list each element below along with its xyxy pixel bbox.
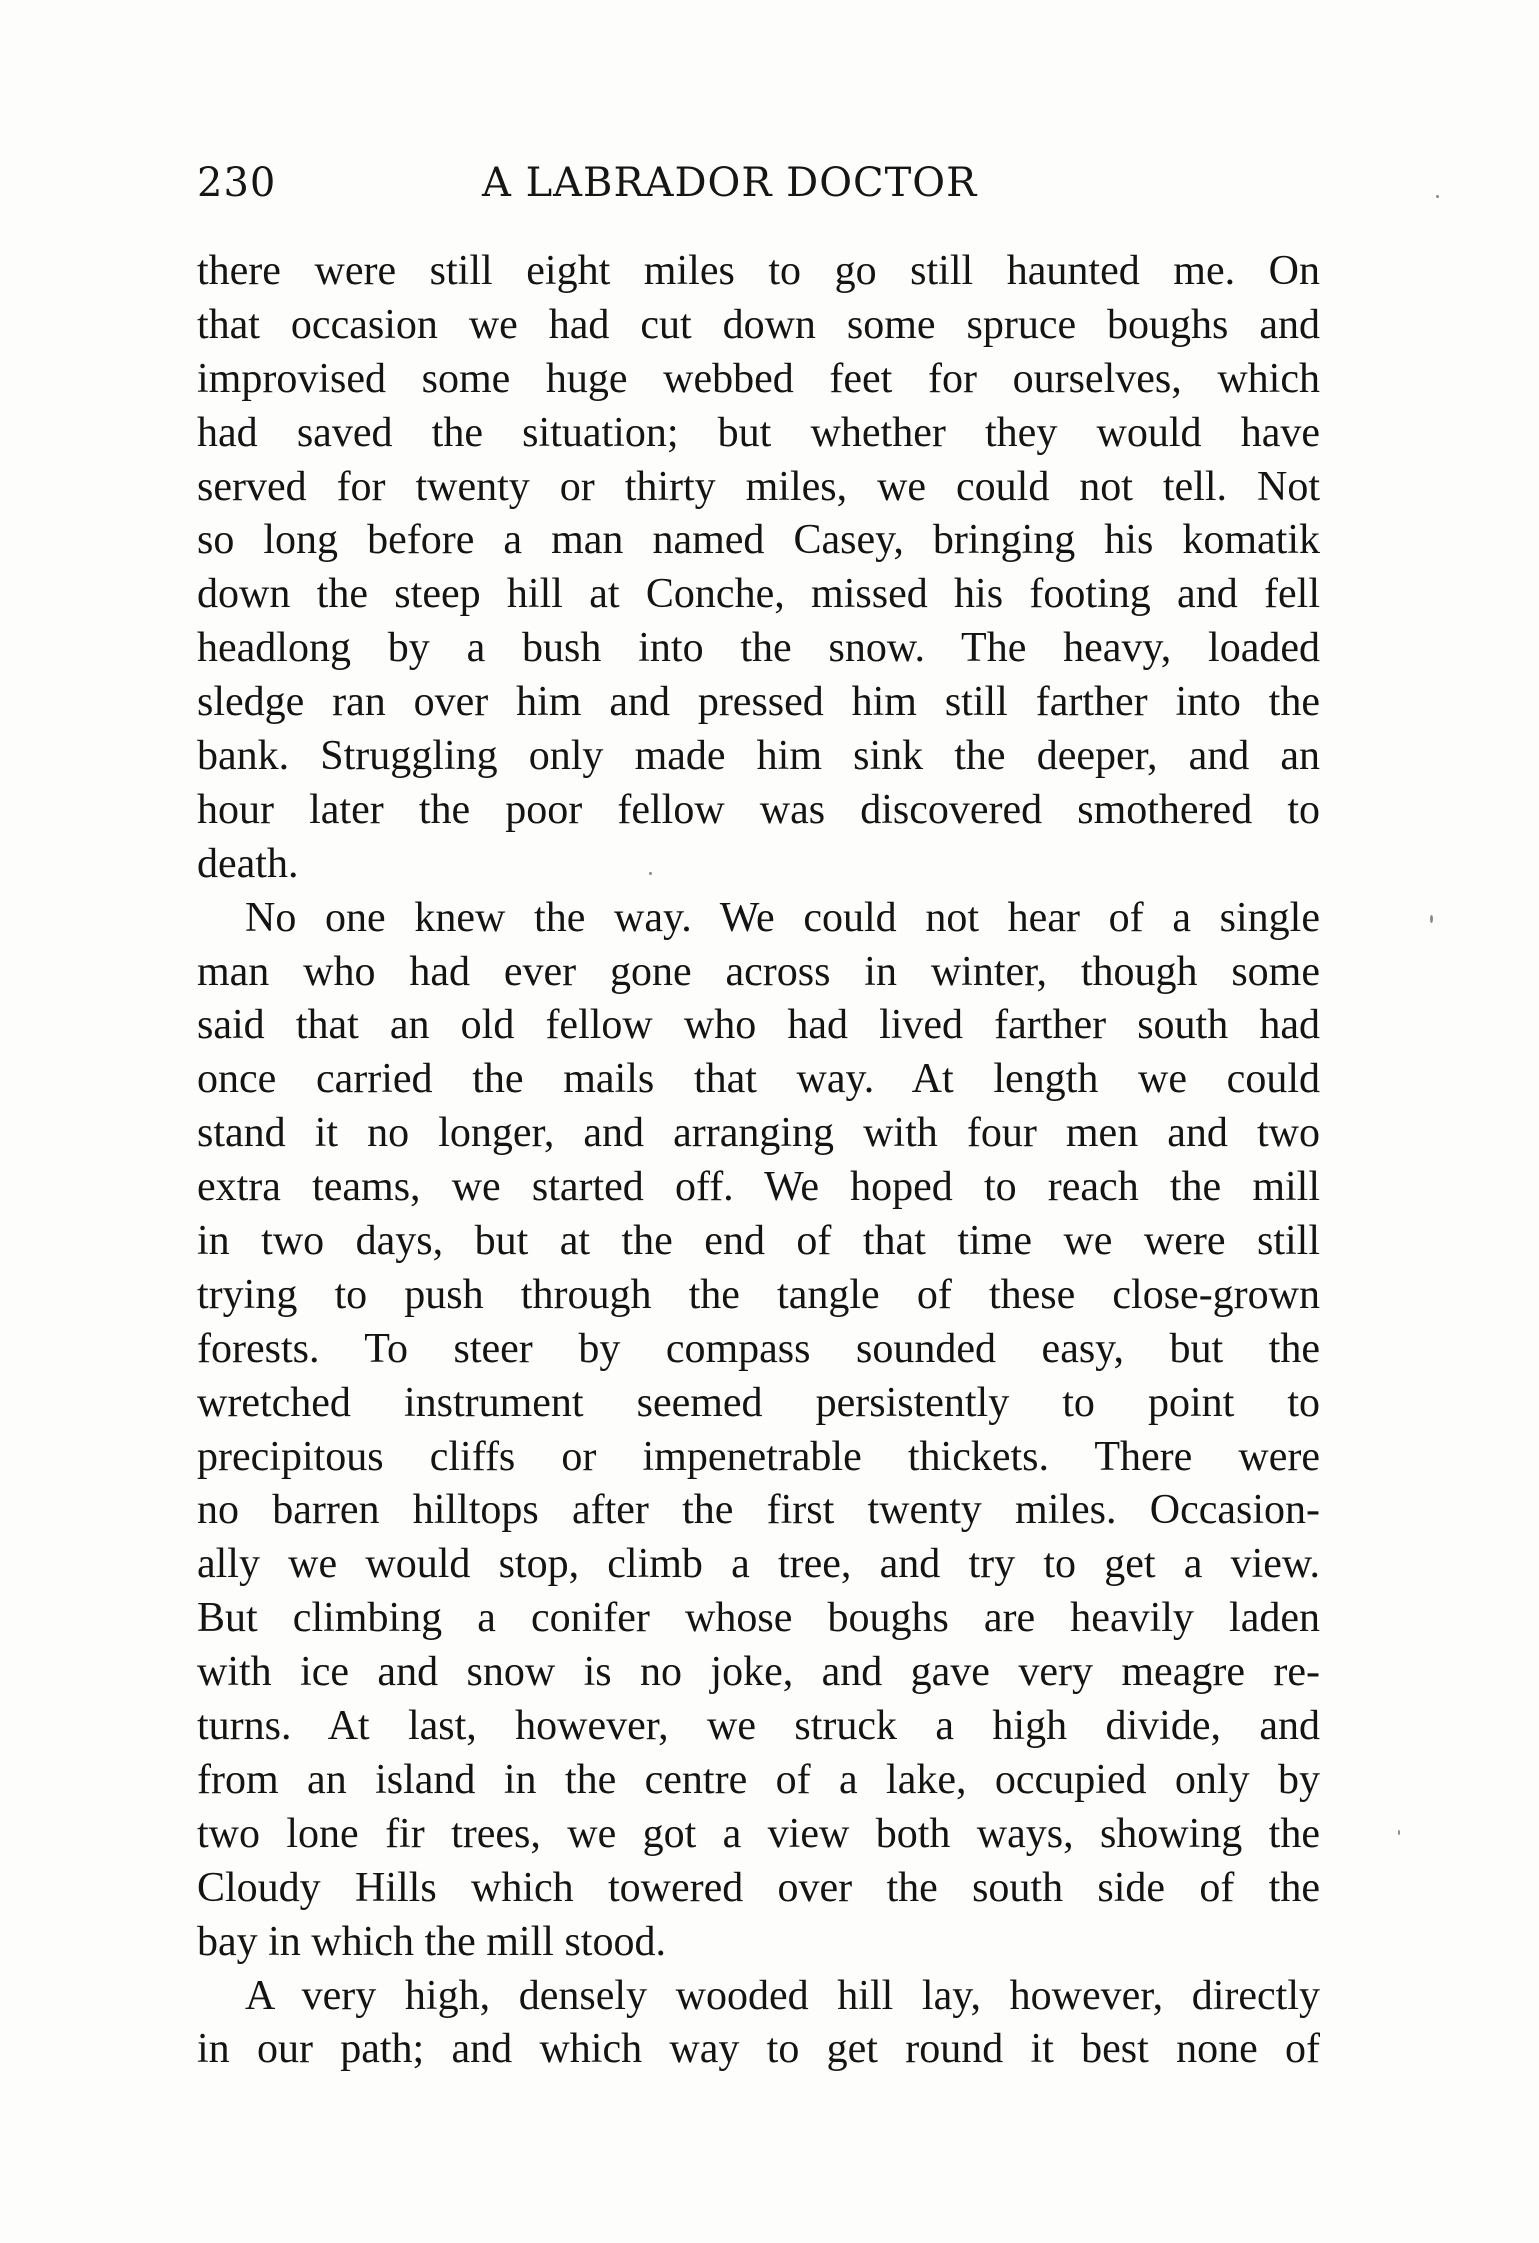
text-line: bay in which the mill stood.	[197, 1918, 666, 1965]
text-line: ally we would stop, climb a tree, and try to get a view.	[197, 1541, 1320, 1588]
running-header	[197, 160, 1320, 230]
text-line: said that an old fellow who had lived farther south had	[197, 1002, 1320, 1049]
text-line: headlong by a bush into the snow. The heavy, loaded	[197, 625, 1320, 672]
text-line: stand it no longer, and arranging with four men and two	[197, 1110, 1320, 1157]
paragraph	[197, 892, 1320, 1970]
running-title: A LABRADOR DOCTOR	[482, 160, 978, 206]
text-line: But climbing a conifer whose boughs are heavily laden	[197, 1595, 1320, 1642]
text-line: wretched instrument seemed persistently to point to	[197, 1379, 1320, 1426]
text-line: death.	[197, 840, 299, 887]
text-line: had saved the situation; but whether they would have	[197, 409, 1320, 456]
text-line: so long before a man named Casey, bringing his komatik	[197, 517, 1320, 564]
print-speck	[1430, 915, 1433, 923]
text-line: with ice and snow is no joke, and gave very meagre re-	[197, 1649, 1320, 1696]
text-line: improvised some huge webbed feet for ourselves, which	[197, 355, 1320, 402]
text-line: precipitous cliffs or impenetrable thickets. There were	[197, 1433, 1320, 1480]
text-line: No one knew the way. We could not hear of a single	[245, 894, 1320, 941]
text-line: hour later the poor fellow was discovered smothered to	[197, 786, 1320, 833]
print-speck	[649, 872, 652, 875]
text-line: down the steep hill at Conche, missed his footing and fell	[197, 571, 1320, 618]
print-speck	[1436, 195, 1439, 198]
text-line: served for twenty or thirty miles, we could not tell. Not	[197, 463, 1320, 510]
text-line: Cloudy Hills which towered over the south side of the	[197, 1864, 1320, 1911]
text-line: sledge ran over him and pressed him still farther into the	[197, 679, 1320, 726]
text-line: A very high, densely wooded hill lay, however, directly	[245, 1972, 1320, 2019]
text-line: that occasion we had cut down some spruce boughs and	[197, 301, 1320, 348]
text-line: in our path; and which way to get round it best none of	[197, 2026, 1320, 2073]
text-line: forests. To steer by compass sounded easy, but the	[197, 1325, 1320, 1372]
paragraph	[197, 245, 1320, 892]
text-line: no barren hilltops after the first twenty miles. Occasion-	[197, 1487, 1320, 1534]
text-line: there were still eight miles to go still haunted me. On	[197, 248, 1320, 294]
text-line: turns. At last, however, we struck a high divide, and	[197, 1703, 1320, 1750]
text-line: extra teams, we started off. We hoped to reach the mill	[197, 1164, 1320, 1211]
page-number: 230	[197, 160, 277, 206]
text-line: two lone fir trees, we got a view both ways, showing the	[197, 1810, 1320, 1857]
text-line: once carried the mails that way. At length we could	[197, 1056, 1320, 1103]
body-text	[197, 245, 1320, 2077]
text-line: trying to push through the tangle of these close-grown	[197, 1271, 1320, 1318]
paragraph	[197, 1970, 1320, 2078]
text-line: from an island in the centre of a lake, occupied only by	[197, 1756, 1320, 1803]
text-line: man who had ever gone across in winter, though some	[197, 948, 1320, 995]
text-line: in two days, but at the end of that time we were still	[197, 1218, 1320, 1265]
print-speck	[1398, 1830, 1400, 1835]
text-line: bank. Struggling only made him sink the deeper, and an	[197, 733, 1320, 780]
